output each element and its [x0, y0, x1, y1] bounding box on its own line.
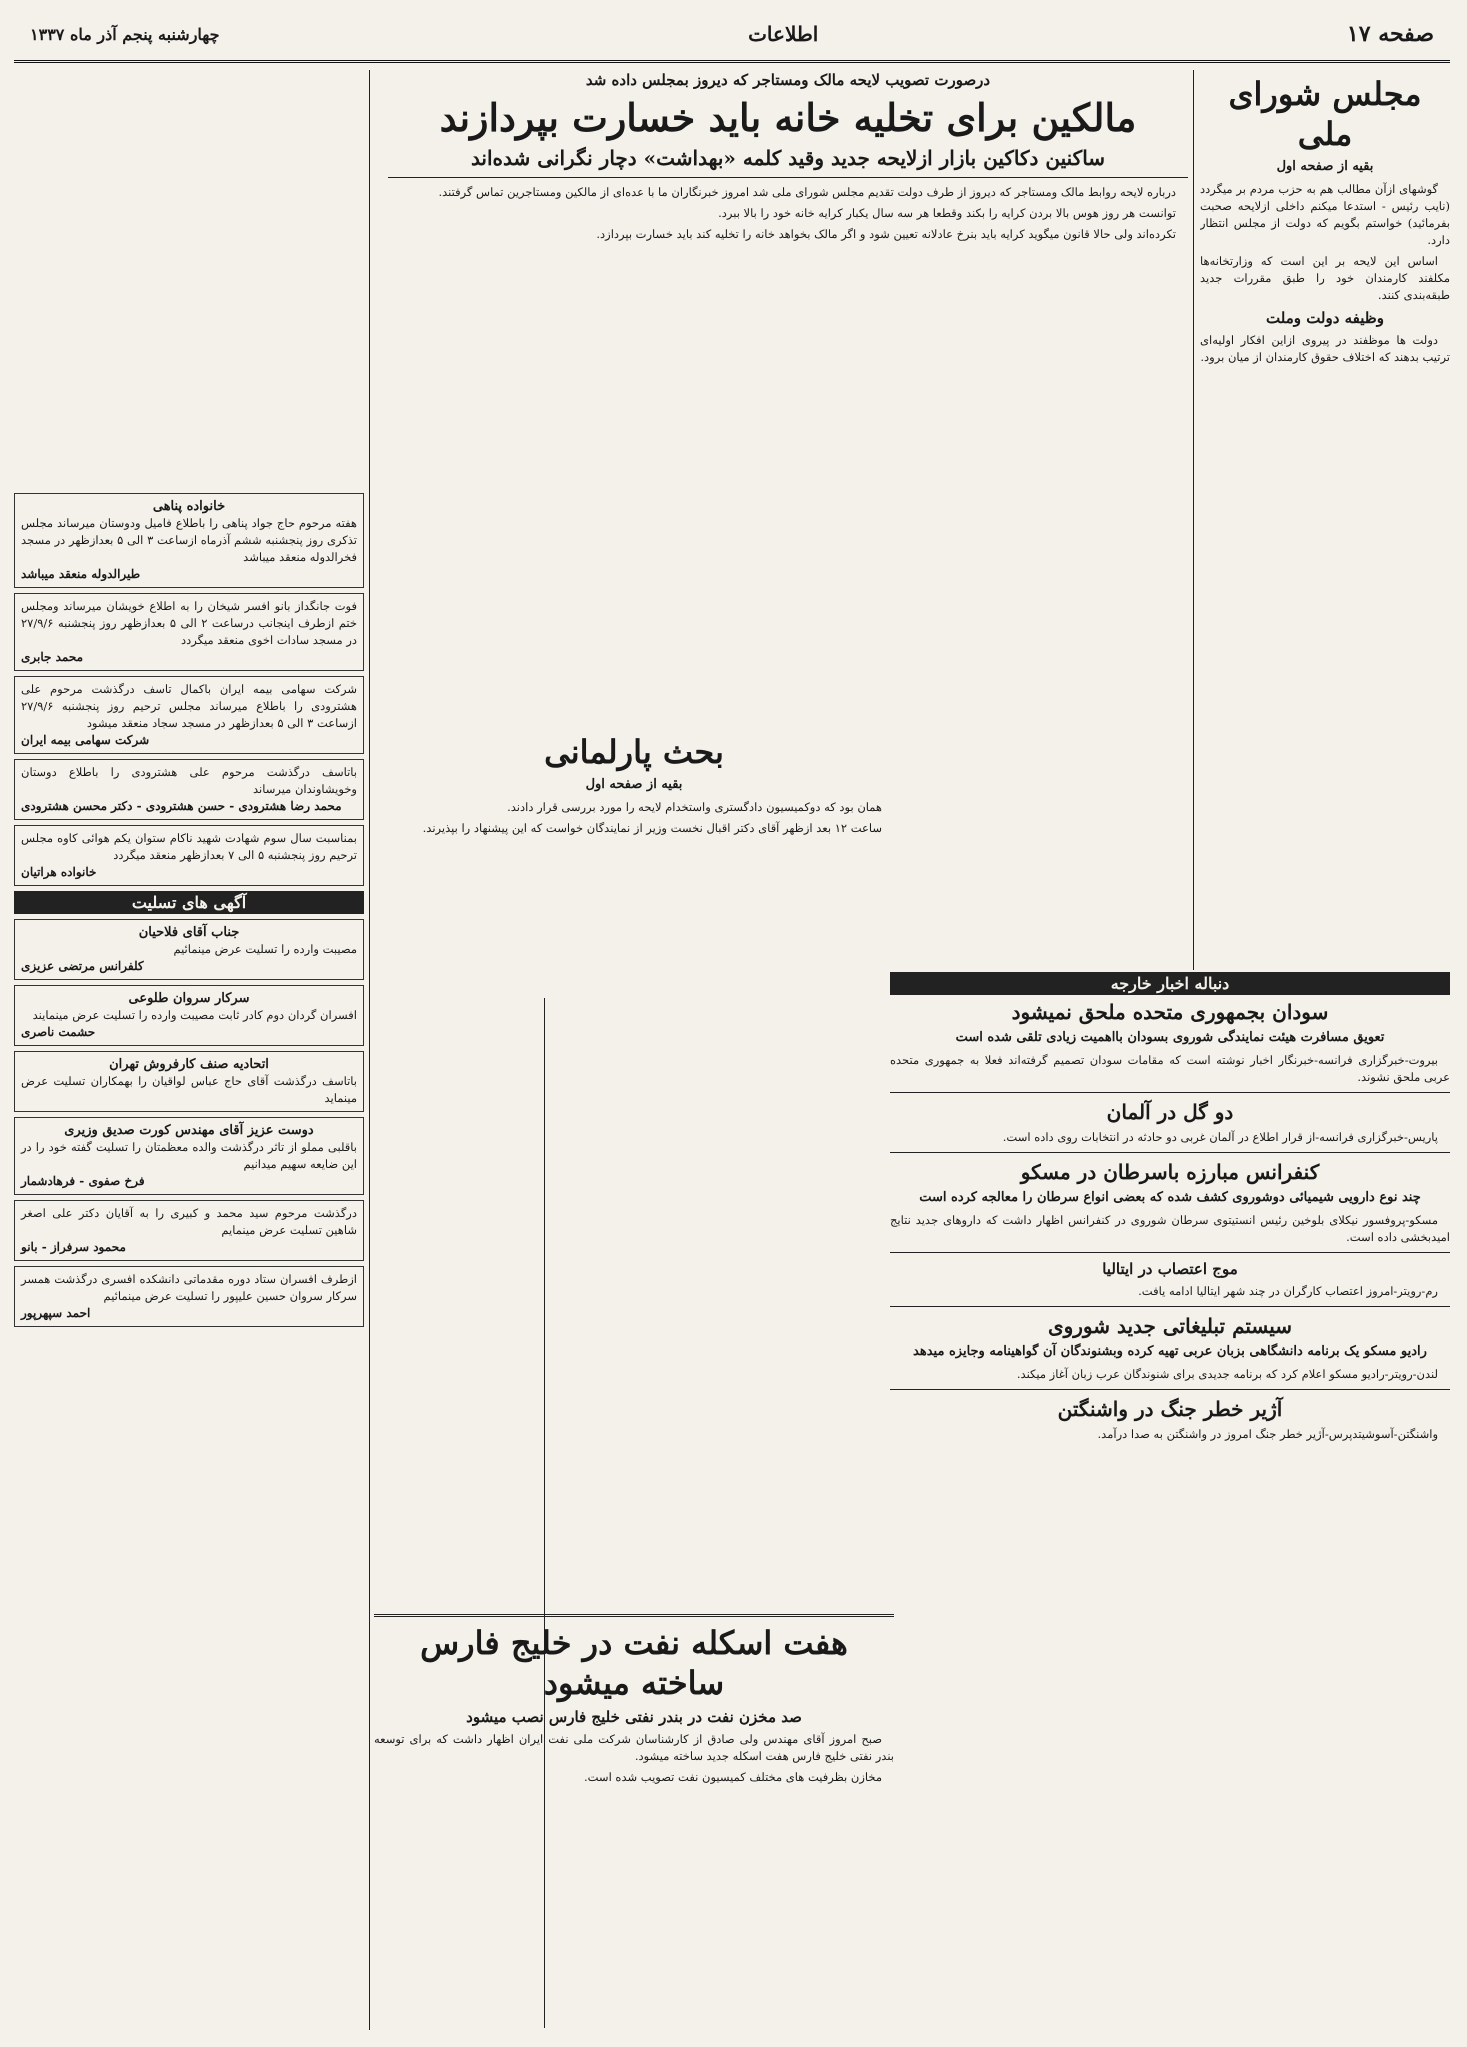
- notice-signature: خانواده هراتیان: [21, 865, 97, 879]
- notice-text: شرکت سهامی بیمه ایران باکمال تاسف درگذشت مرحوم علی هشترودی را باطلاع میرساند مجلس ترحیم روز پنجشنبه ۲۷/۹/۶ ازساعت ۳ الی ۵ بعدازظهر در مسجد سجاد منعقد میشود: [21, 682, 357, 730]
- foreign-news-subhead: تعویق مسافرت هیئت نمایندگی شوروی بسودان بااهمیت زیادی تلقی شده است: [955, 1030, 1385, 1045]
- notice-signature: احمد سپهرپور: [21, 1306, 91, 1320]
- notice: [14, 825, 364, 886]
- foreign-news-body: واشنگتن-آسوشیتدپرس-آژیر خطر جنگ امروز در واشنگتن به صدا درآمد.: [1097, 1427, 1438, 1441]
- notice-signature: محمد جابری: [21, 650, 84, 664]
- notice-text: مصیبت وارده را تسلیت عرض مینمائیم: [173, 942, 357, 956]
- notice-signature: طیرالدوله منعقد میباشد: [21, 567, 141, 581]
- parliament-paragraph: همان بود که دوکمیسیون دادگستری واستخدام لایحه را مورد بررسی قرار دادند.: [507, 800, 882, 814]
- notice-signature: کلفرانس مرتضی عزیزی: [21, 959, 144, 973]
- notice: [14, 759, 364, 820]
- foreign-news-subhead: چند نوع دارویی شیمیائی دوشوروی کشف شده که بعضی انواع سرطان را معالجه کرده است: [919, 1190, 1421, 1205]
- notice-title: سرکار سروان طلوعی: [128, 991, 250, 1006]
- notice-signature: محمود سرفراز - بانو: [21, 1240, 126, 1254]
- foreign-news-body: بیروت-خبرگزاری فرانسه-خبرنگار اخبار نوشته است که مقامات سودان تصمیم گرفته‌اند فعلا به جمهوری متحده عربی ملحق نشوند.: [890, 1053, 1450, 1084]
- oil-story-paragraph: مخازن بظرفیت های مختلف کمیسیون نفت تصویب شده است.: [583, 1770, 882, 1784]
- notice-title: خانواده پناهی: [152, 499, 226, 514]
- parliament-title: بحث پارلمانی: [544, 733, 724, 771]
- masthead: [14, 8, 1450, 63]
- top-story-paragraph: تکرده‌اند ولی حالا قانون میگوید کرایه باید بنرخ عادلانه تعیین شود و اگر مالک بخواهد خانه را تخلیه کند باید خسارت بپردازد.: [596, 227, 1176, 241]
- oil-story-headline: هفت اسکله نفت در خلیج فارس ساخته میشود: [420, 1624, 848, 1702]
- foreign-news-banner: دنباله اخبار خارجه: [890, 972, 1450, 995]
- foreign-news-headline: سیستم تبلیغاتی جدید شوروی: [1047, 1314, 1293, 1338]
- notice: [14, 593, 364, 671]
- foreign-news-headline: سودان بجمهوری متحده ملحق نمیشود: [1011, 1000, 1329, 1024]
- foreign-news-body: پاریس-خبرگزاری فرانسه-از قرار اطلاع در آلمان غربی دو حادثه در انتخابات روی داده است.: [1002, 1130, 1438, 1144]
- top-story: [388, 70, 1188, 430]
- top-story-kicker: درصورت تصویب لایحه مالک ومستاجر که دیروز بمجلس داده شد: [585, 71, 991, 89]
- issue-date: چهارشنبه پنجم آذر ماه ۱۳۳۷: [30, 24, 220, 44]
- page-number: صفحه ۱۷: [1346, 21, 1434, 47]
- majlis-continued: بقیه از صفحه اول: [1276, 159, 1374, 174]
- notice-text: باتاسف درگذشت مرحوم علی هشترودی را باطلاع دوستان وخویشاوندان میرساند: [21, 765, 357, 796]
- notice: [14, 676, 364, 754]
- column-rule: [369, 70, 370, 2030]
- notice-text: افسران گردان دوم کادر ثابت مصیبت وارده را تسلیت عرض مینمایند: [32, 1008, 357, 1022]
- top-story-paragraph: درباره لایحه روابط مالک ومستاجر که دیروز از طرف دولت تقدیم مجلس شورای ملی شد امروز خبرنگاران ما با عده‌ای از مالکین ومستاجرین تماس گرفتند.: [438, 185, 1176, 199]
- notice-text: فوت جانگداز بانو افسر شیخان را به اطلاع خویشان میرساند ومجلس ختم ازطرف اینجانب درساعت ۲ الی ۵ بعدازظهر روز پنجشنبه ۲۷/۹/۶ در مسجد سادات اخوی منعقد میگردد: [21, 599, 357, 647]
- foreign-news-body: لندن-رویتر-رادیو مسکو اعلام کرد که برنامه جدیدی برای شنوندگان عرب زبان آغاز میکند.: [1016, 1367, 1438, 1381]
- notice-signature: فرخ صفوی - فرهادشمار: [21, 1174, 145, 1188]
- foreign-news-headline: دو گل در آلمان: [1106, 1100, 1234, 1124]
- foreign-news-section: [890, 968, 1450, 2028]
- notice-text: باتاسف درگذشت آقای حاج عباس لواقیان را بهمکاران تسلیت عرض مینماید: [21, 1074, 357, 1105]
- oil-story: [374, 1608, 894, 2028]
- majlis-subsection-title: وظیفه دولت وملت: [1266, 309, 1384, 327]
- majlis-paragraph: گوشهای ازآن مطالب هم به حزب مردم بر میگردد (نایب رئیس - استدعا میکنم داخلی ازلایحه صحبت بفرمائید) خواستم بگویم که دولت از مجلس انتظار دارد.: [1200, 182, 1450, 247]
- notice: [14, 1051, 364, 1112]
- oil-story-subhead: صد مخزن نفت در بندر نفتی خلیج فارس نصب میشود: [466, 1708, 802, 1726]
- column-rule: [1193, 70, 1194, 970]
- notice-title: جناب آقای فلاحیان: [138, 925, 240, 940]
- newspaper-page: [14, 8, 1450, 2038]
- foreign-news-body: مسکو-پروفسور نیکلای بلوخین رئیس انستیتوی سرطان شوروی در کنفرانس اظهار داشت که داروهای جدید نتایج امیدبخشی داده است.: [890, 1213, 1450, 1244]
- notice-text: ازطرف افسران ستاد دوره مقدماتی دانشکده افسری درگذشت همسر سرکار سروان حسین علیپور را تسلیت عرض مینمائیم: [21, 1272, 357, 1303]
- foreign-news-headline: موج اعتصاب در ایتالیا: [1102, 1260, 1238, 1278]
- notice: [14, 919, 364, 980]
- majlis-column: [1200, 70, 1450, 970]
- paper-name: اطلاعات: [748, 22, 819, 46]
- foreign-news-headline: آژیر خطر جنگ در واشنگتن: [1057, 1397, 1283, 1421]
- foreign-news-subhead: رادیو مسکو یک برنامه دانشگاهی بزبان عربی تهیه کرده وبشنوندگان آن گواهینامه وجایزه میدهد: [913, 1344, 1427, 1359]
- condolence-header: آگهی های تسلیت: [14, 891, 364, 914]
- notice-text: بمناسبت سال سوم شهادت شهید ناکام ستوان یکم هوائی کاوه مجلس ترحیم روز پنجشنبه ۵ الی ۷ بعدازظهر منعقد میگردد: [21, 831, 357, 862]
- foreign-news-headline: کنفرانس مبارزه باسرطان در مسکو: [1020, 1160, 1320, 1184]
- oil-story-paragraph: صبح امروز آقای مهندس ولی صادق از کارشناسان شرکت ملی نفت ایران اظهار داشت که برای توسعه بندر نفتی خلیج فارس هفت اسکله جدید ساخته میشود.: [374, 1732, 894, 1763]
- parliament-section: [374, 728, 894, 1598]
- notice-signature: شرکت سهامی بیمه ایران: [21, 733, 150, 747]
- majlis-paragraph: اساس این لایحه بر این است که وزارتخانه‌ها مکلفند کارمندان خود را طبق مقررات جدید طبقه‌بندی کنند.: [1200, 254, 1450, 302]
- notice-text: باقلبی مملو از تاثر درگذشت والده معظمتان را تسلیت گفته خود را در این ضایعه سهیم میدانیم: [21, 1140, 357, 1171]
- notice: [14, 1117, 364, 1195]
- parliament-continued: بقیه از صفحه اول: [585, 777, 683, 792]
- notice-title: اتحادیه صنف کارفروش تهران: [109, 1057, 269, 1072]
- notice: [14, 493, 364, 588]
- top-story-paragraph: توانست هر روز هوس بالا بردن کرایه را بکند وقطعا هر سه سال یکبار کرایه خانه خود را بالا ببرد.: [718, 206, 1176, 220]
- notice-signature: حشمت ناصری: [21, 1025, 96, 1039]
- parliament-paragraph: ساعت ۱۲ بعد ازظهر آقای دکتر اقبال نخست وزیر از نمایندگان خواست که این پیشنهاد را بپذیرند.: [422, 821, 882, 835]
- notice: [14, 985, 364, 1046]
- notice-signature: محمد رضا هشترودی - حسن هشترودی - دکتر محسن هشترودی: [21, 799, 342, 813]
- notice-title: دوست عزیز آقای مهندس کورت صدیق وزیری: [64, 1123, 314, 1138]
- majlis-paragraph: دولت ها موظفند در پیروی ازاین افکار اولیه‌ای ترتیب بدهند که اختلاف حقوق کارمندان از میان برود.: [1200, 333, 1450, 364]
- notices-column: [14, 488, 364, 2038]
- top-story-subhead: ساکنین دکاکین بازار ازلایحه جدید وقید کلمه «بهداشت» دچار نگرانی شده‌اند: [470, 146, 1106, 170]
- notice-text: هفته مرحوم حاج جواد پناهی را باطلاع فامیل ودوستان میرساند مجلس تذکری روز پنجشنبه ششم آذرماه ازساعت ۳ الی ۵ بعدازظهر در مسجد فخرالدوله منعقد میباشد: [21, 516, 357, 564]
- majlis-title: مجلس شورای ملی: [1228, 75, 1422, 153]
- notice: [14, 1266, 364, 1327]
- foreign-news-body: رم-رویتر-امروز اعتصاب کارگران در چند شهر ایتالیا ادامه یافت.: [1138, 1284, 1438, 1298]
- notice-text: درگذشت مرحوم سید محمد و کبیری را به آقایان دکتر علی اصغر شاهین تسلیت عرض مینمایم: [21, 1206, 357, 1237]
- notice: [14, 1200, 364, 1261]
- top-story-headline: مالکین برای تخلیه خانه باید خسارت بپردازند: [439, 95, 1137, 140]
